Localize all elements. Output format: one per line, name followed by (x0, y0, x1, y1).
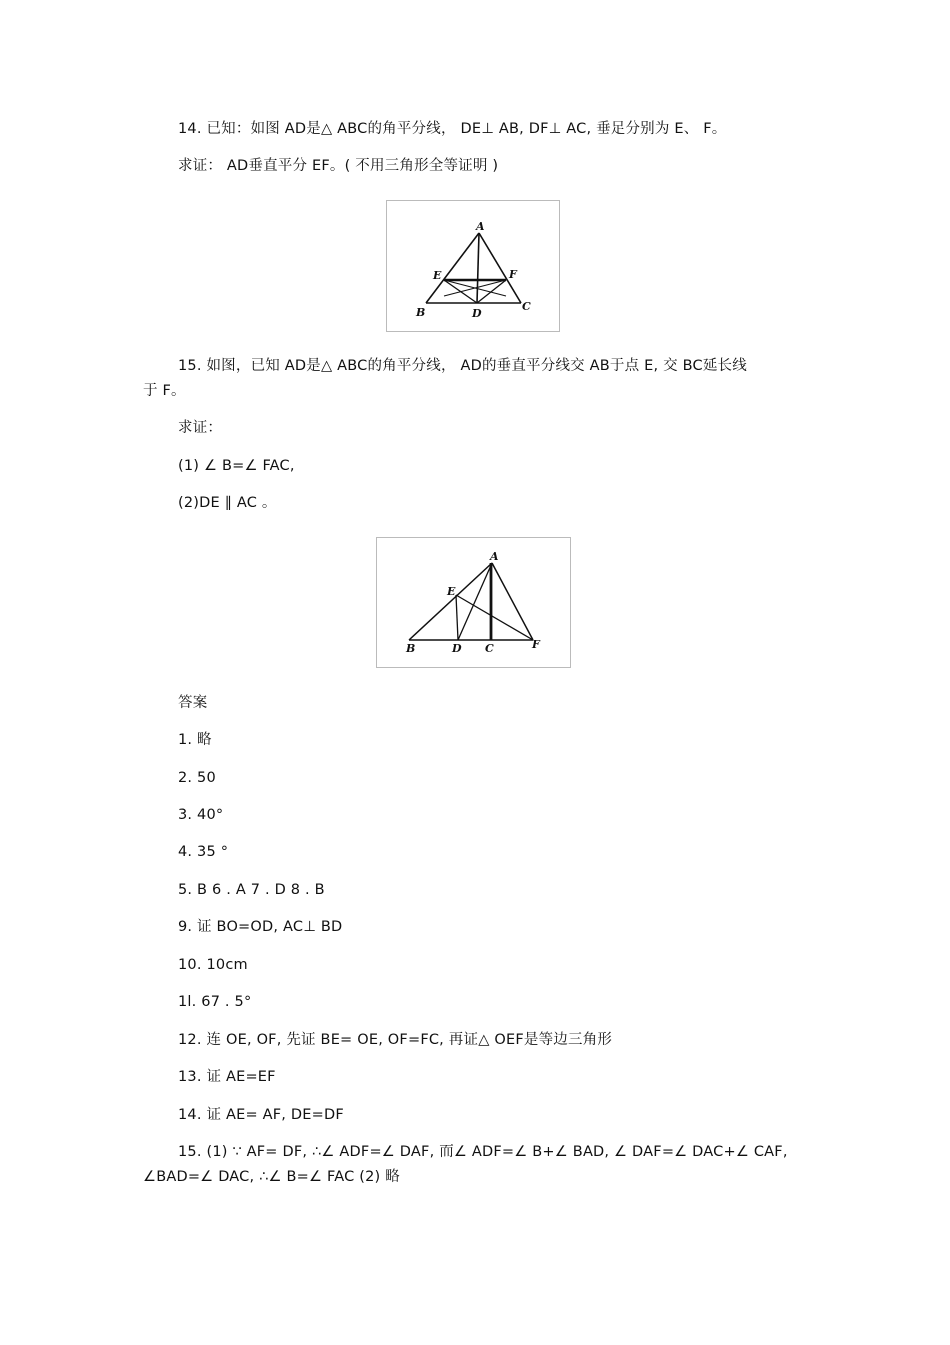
answer-4: 4. 35 ° (178, 844, 229, 860)
q14-label-d: D (472, 307, 482, 320)
answer-12: 12. 连 OE, OF, 先证 BE= OE, OF=FC, 再证△ OEF是等边三角形 (178, 1032, 613, 1048)
q15-prove: 求证： (178, 420, 223, 436)
q15-label-d: D (452, 642, 462, 655)
answer-5-8: 5. B 6 . A 7 . D 8 . B (178, 882, 325, 898)
q14-statement: 14. 已知：如图 AD是△ ABC的角平分线， DE⊥ AB, DF⊥ AC, 垂足分别为 E、 F。 (178, 121, 727, 137)
answer-3: 3. 40° (178, 807, 224, 823)
q14-prove: 求证： AD垂直平分 EF。( 不用三角形全等证明 ) (178, 158, 499, 174)
q15-label-e: E (447, 585, 456, 598)
q15-statement-cont: 于 F。 (143, 383, 186, 399)
answer-15-line2: ∠BAD=∠ DAC, ∴∠ B=∠ FAC (2) 略 (143, 1169, 400, 1185)
answer-2: 2. 50 (178, 770, 216, 786)
q15-figure (376, 537, 571, 668)
q14-side-ab (426, 233, 479, 303)
q15-segment-ed (456, 595, 458, 640)
q15-part2: (2)DE ∥ AC 。 (178, 495, 277, 511)
q15-label-b: B (406, 642, 416, 655)
q14-bisector-ad (477, 233, 479, 303)
q14-label-c: C (522, 300, 531, 313)
q14-figure (386, 200, 560, 332)
q15-label-a: A (490, 550, 499, 563)
answer-13: 13. 证 AE=EF (178, 1069, 276, 1085)
q15-statement: 15. 如图，已知 AD是△ ABC的角平分线， AD的垂直平分线交 AB于点 E, 交 BC延长线 (178, 358, 747, 374)
q14-label-f: F (509, 268, 517, 281)
answer-14: 14. 证 AE= AF, DE=DF (178, 1107, 344, 1123)
answer-15-line1: 15. (1) ∵ AF= DF, ∴∠ ADF=∠ DAF, 而∠ ADF=∠ B+∠ BAD, ∠ DAF=∠ DAC+∠ CAF, (178, 1144, 788, 1160)
answers-title: 答案 (178, 695, 208, 711)
q14-label-b: B (416, 306, 426, 319)
q15-part1: (1) ∠ B=∠ FAC, (178, 458, 295, 474)
q14-label-a: A (476, 220, 485, 233)
q15-bisector-ad (458, 563, 492, 640)
q15-label-f: F (532, 638, 540, 651)
answer-1: 1. 略 (178, 732, 212, 748)
q15-label-c: C (485, 642, 494, 655)
q15-side-ab (409, 563, 492, 640)
answer-11: 1l. 67 . 5° (178, 994, 252, 1010)
q14-label-e: E (433, 269, 442, 282)
answer-9: 9. 证 BO=OD, AC⊥ BD (178, 919, 343, 935)
answer-10: 10. 10cm (178, 957, 248, 973)
